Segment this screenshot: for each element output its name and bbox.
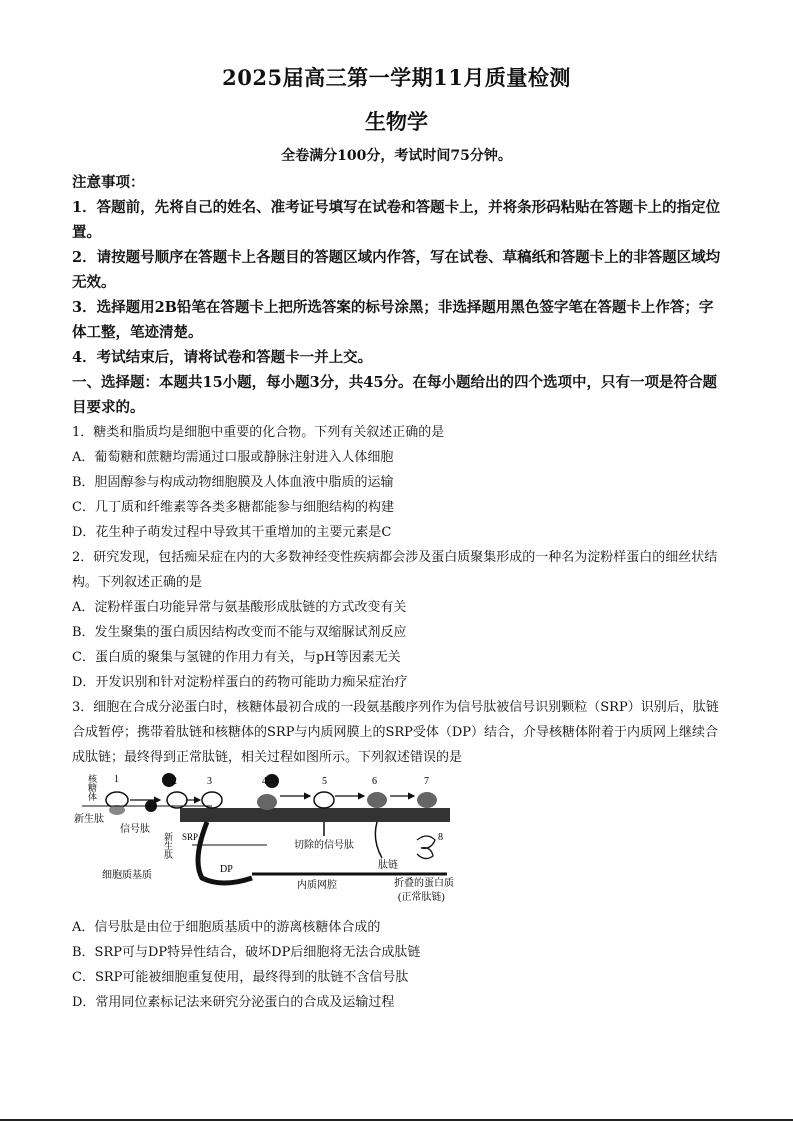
q3-option-d: D．常用同位素标记法来研究分泌蛋白的合成及运输过程 <box>72 995 395 1010</box>
ribosome-step5 <box>314 792 334 808</box>
q1-option-b: B．胆固醇参与构成动物细胞膜及人体血液中脂质的运输 <box>72 475 394 490</box>
q2-stem: 2．研究发现，包括痴呆症在内的大多数神经变性疾病都会涉及蛋白质聚集形成的一种名为淀粉样蛋白的细丝状结构。下列叙述正确的是 <box>72 550 718 590</box>
section-heading: 一、选择题：本题共15小题，每小题3分，共45分。在每小题给出的四个选项中，只有一项是符合题目要求的。 <box>72 374 717 416</box>
srp-particle-2 <box>145 800 157 812</box>
ribosome-step6 <box>367 792 387 808</box>
q2-option-b: B．发生聚集的蛋白质因结构改变而不能与双缩脲试剂反应 <box>72 625 407 640</box>
q1-option-d: D．花生种子萌发过程中导致其干重增加的主要元素是C <box>72 525 392 540</box>
label-new-peptide-vertical: 新生肽 <box>163 832 173 859</box>
exam-info: 全卷满分100分，考试时间75分钟。 <box>281 148 512 164</box>
srp-particle-3 <box>265 774 279 788</box>
exam-title: 2025届高三第一学期11月质量检测 <box>222 65 571 90</box>
q2-option-d: D．开发识别和针对淀粉样蛋白的药物可能助力痴呆症治疗 <box>72 675 408 690</box>
ribosome-step4 <box>257 794 277 810</box>
q1-option-c: C．几丁质和纤维素等各类多糖都能参与细胞结构的构建 <box>72 500 394 515</box>
ribosome-step7 <box>417 792 437 808</box>
q2-option-a: A．淀粉样蛋白功能异常与氨基酸形成肽链的方式改变有关 <box>72 600 407 615</box>
label-signal-peptide: 信号肽 <box>120 824 150 835</box>
notice-heading: 注意事项： <box>72 174 145 191</box>
q2-option-c: C．蛋白质的聚集与氢键的作用力有关，与pH等因素无关 <box>72 650 401 665</box>
step-number-7: 7 <box>424 776 429 787</box>
notice-item-3: 3．选择题用2B铅笔在答题卡上把所选答案的标号涂黑；非选择题用黑色签字笔在答题卡上作答；字体工整，笔迹清楚。 <box>72 299 714 341</box>
label-new-peptide: 新生肽 <box>74 814 104 825</box>
step-number-4: 4 <box>262 776 267 787</box>
label-cytoplasm: 细胞质基质 <box>102 870 152 881</box>
label-dp: DP <box>220 864 233 875</box>
notice-item-1: 1．答题前，先将自己的姓名、准考证号填写在试卷和答题卡上，并将条形码粘贴在答题卡上的指定位置。 <box>72 199 721 241</box>
peptide-chain-strand <box>375 822 382 858</box>
label-folded-protein: 折叠的蛋白质 <box>394 878 454 889</box>
q1-option-a: A．葡萄糖和蔗糖均需通过口服或静脉注射进入人体细胞 <box>72 450 394 465</box>
q3-option-b: B．SRP可与DP特异性结合，破坏DP后细胞将无法合成肽链 <box>72 945 421 960</box>
page-bottom-rule <box>0 1119 793 1121</box>
label-cut-signal: 切除的信号肽 <box>294 840 354 851</box>
label-srp: SRP <box>182 832 199 842</box>
notice-item-4: 4．考试结束后，请将试卷和答题卡一并上交。 <box>72 349 373 366</box>
label-er-lumen: 内质网腔 <box>297 880 337 891</box>
q3-stem: 3．细胞在合成分泌蛋白时，核糖体最初合成的一段氨基酸序列作为信号肽被信号识别颗粒（SRP）识别后，肽链合成暂停；携带着肽链和核糖体的SRP与内质网膜上的SRP受体（DP）结合，介导核糖体附着于内质网上继续合成肽链；最终得到正常肽链，相关过程如图所示。下列叙述错误的是 <box>72 700 719 765</box>
q3-option-c: C．SRP可能被细胞重复使用，最终得到的肽链不含信号肽 <box>72 970 409 985</box>
label-normal-chain: (正常肽链) <box>398 892 445 903</box>
notice-item-2: 2．请按题号顺序在答题卡上各题目的答题区域内作答，写在试卷、草稿纸和答题卡上的非答题区域均无效。 <box>72 249 721 291</box>
label-ribosome: 核糖体 <box>87 774 97 801</box>
folded-protein-coil <box>417 836 435 859</box>
step-number-5: 5 <box>322 776 327 787</box>
srp-process-diagram <box>72 770 462 910</box>
subject-title: 生物学 <box>365 109 428 134</box>
q3-option-a: A．信号肽是由位于细胞质基质中的游离核糖体合成的 <box>72 920 381 935</box>
label-peptide-chain: 肽链 <box>378 860 398 871</box>
step-number-2: 2 <box>172 776 177 787</box>
step-number-3: 3 <box>207 776 212 787</box>
step-number-6: 6 <box>372 776 377 787</box>
step-number-8: 8 <box>438 832 443 843</box>
er-membrane <box>180 808 450 822</box>
q1-stem: 1．糖类和脂质均是细胞中重要的化合物。下列有关叙述正确的是 <box>72 425 445 440</box>
step-number-1: 1 <box>114 774 119 785</box>
